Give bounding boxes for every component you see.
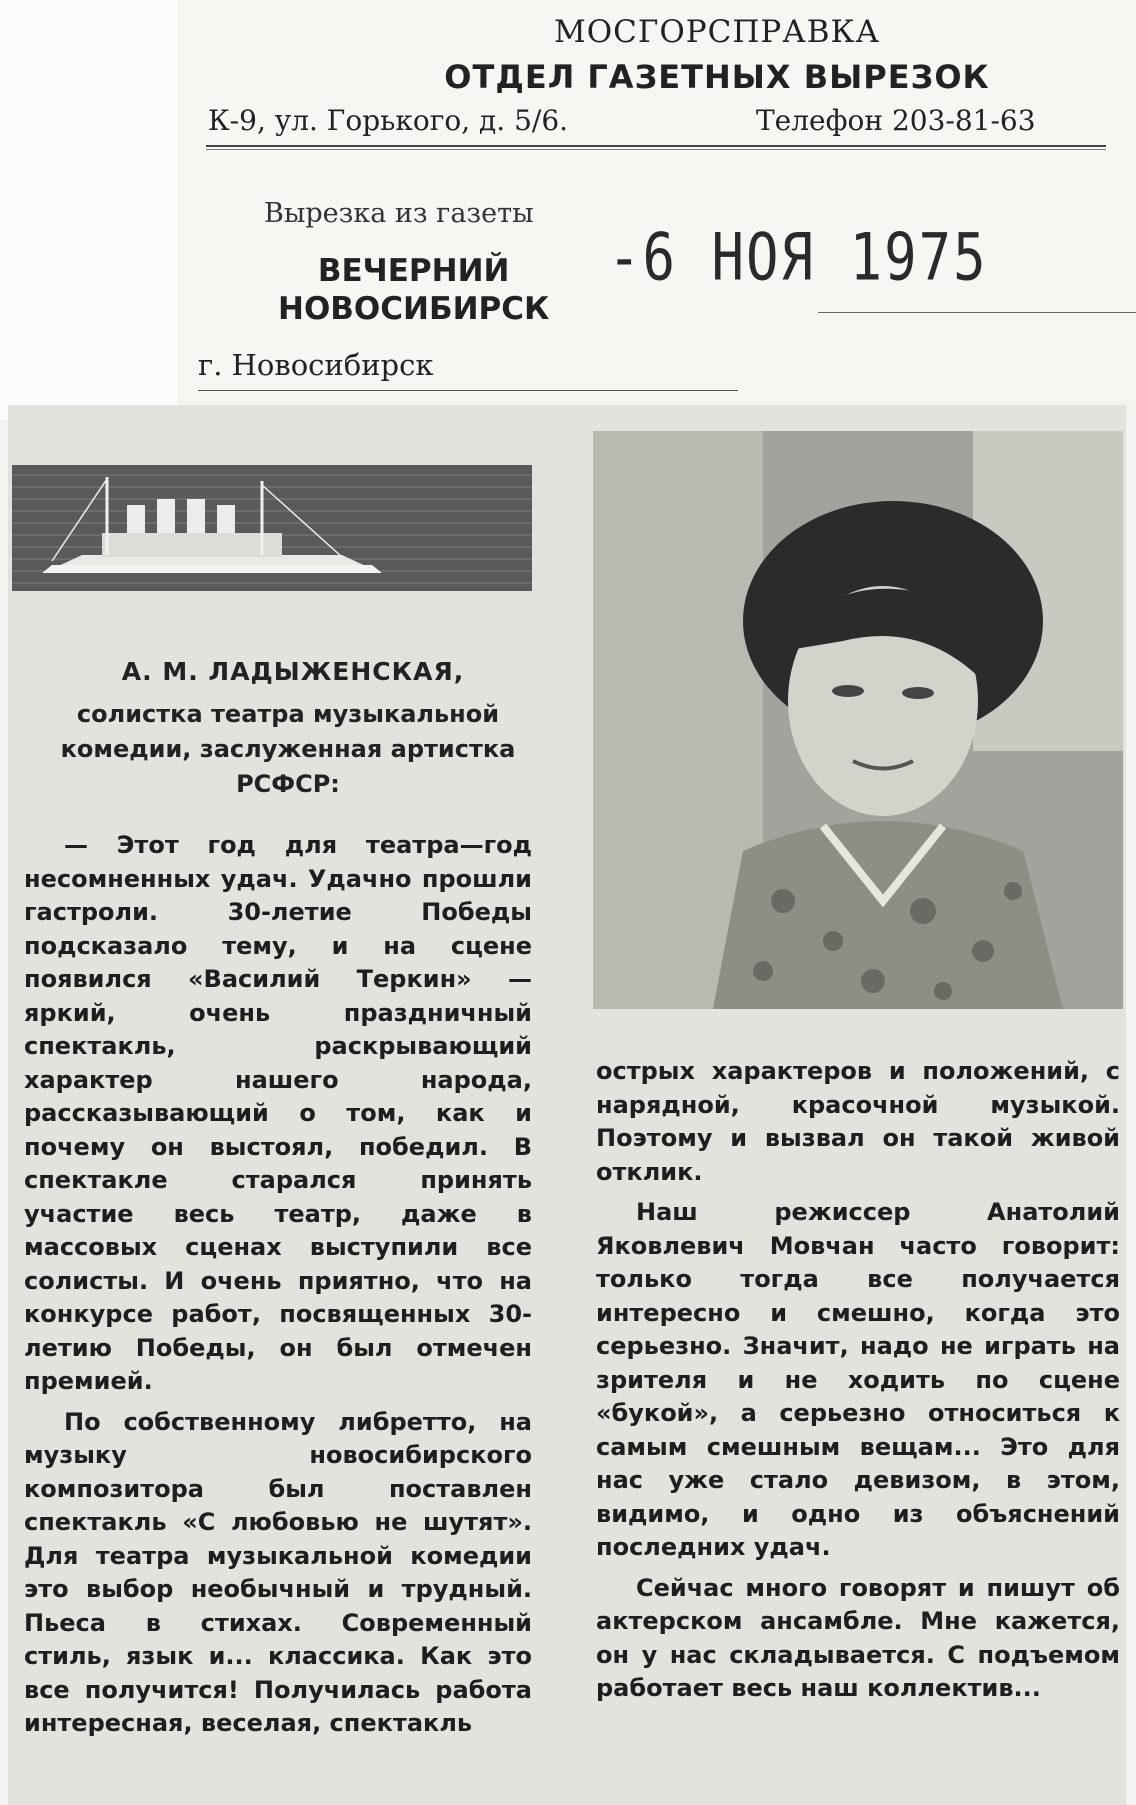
paragraph: острых характеров и положений, с нарядной, красочной музыкой. Поэтому и вызвал он такой живой отклик. <box>596 1057 1120 1186</box>
paragraph: Сейчас много говорят и пишут об актерском ансамбле. Мне кажется, он у нас складывается. С подъемом работает весь наш коллектив... <box>596 1573 1120 1702</box>
header-rule <box>206 145 1106 147</box>
agency-phone: Телефон 203-81-63 <box>756 104 1036 137</box>
cruiser-icon <box>12 465 532 591</box>
paragraph: По собственному либретто, на музыку новосибирского композитора был поставлен спектакль «С любовью не шутят». Для театра музыкальной комедии это выбор необычный и трудный. Пьеса в стихах. Современный стиль, язык и... классика. Как это все получится! Получилась работа интересная, веселая, спектакль <box>24 1407 532 1737</box>
date-underline <box>818 312 1136 313</box>
newspaper-clipping <box>8 405 1126 1805</box>
agency-address: К-9, ул. Горького, д. 5/6. <box>208 104 569 137</box>
cutting-label: Вырезка из газеты <box>264 198 534 229</box>
cruiser-banner-image <box>12 465 532 591</box>
clipping-header-slip <box>178 0 1136 400</box>
woman-portrait-icon <box>593 431 1123 1009</box>
newspaper-city: г. Новосибирск <box>198 348 434 382</box>
portrait-photo <box>593 431 1123 1009</box>
binder-margin <box>0 0 178 420</box>
newspaper-title <box>278 252 549 328</box>
paragraph: — Этот год для театра—год несомненных удач. Удачно прошли гастроли. 30-летие Победы подсказало тему, и на сцене появился «Василий Теркин» — яркий, очень праздничный спектакль, раскрывающий характер нашего народа, рассказывающий о том, как и почему он выстоял, победил. В спектакле старался принять участие весь театр, даже в массовых сценах выступили все солисты. И очень приятно, что на конкурсе работ, посвященных 30-летию Победы, он был отмечен премией. <box>24 831 532 1395</box>
author-name: А. М. ЛАДЫЖЕНСКАЯ, <box>121 657 465 686</box>
author-role: солистка театра музыкальной комедии, заслуженная артистка РСФСР: <box>60 700 516 798</box>
agency-name: МОСГОРСПРАВКА <box>553 14 880 50</box>
city-underline <box>198 390 738 391</box>
article-column-left <box>24 829 532 1741</box>
article-column-right <box>596 1055 1120 1706</box>
newspaper-title-line1: ВЕЧЕРНИЙ <box>317 253 510 289</box>
paragraph: Наш режиссер Анатолий Яковлевич Мовчан часто говорит: только тогда все получается интересно и смешно, когда это серьезно. Значит, надо не играть на зрителя и не ходить по сцене «букой», а серьезно относиться к самым смешным вещам... Это для нас уже стало девизом, в этом, видимо, и одно из объяснений последних удач. <box>596 1198 1120 1561</box>
date-stamp: -6 НОЯ 1975 <box>608 219 988 296</box>
department-name: ОТДЕЛ ГАЗЕТНЫХ ВЫРЕЗОК <box>444 58 990 96</box>
newspaper-title-line2: НОВОСИБИРСК <box>278 291 550 327</box>
header-rule-thin <box>206 149 1106 150</box>
